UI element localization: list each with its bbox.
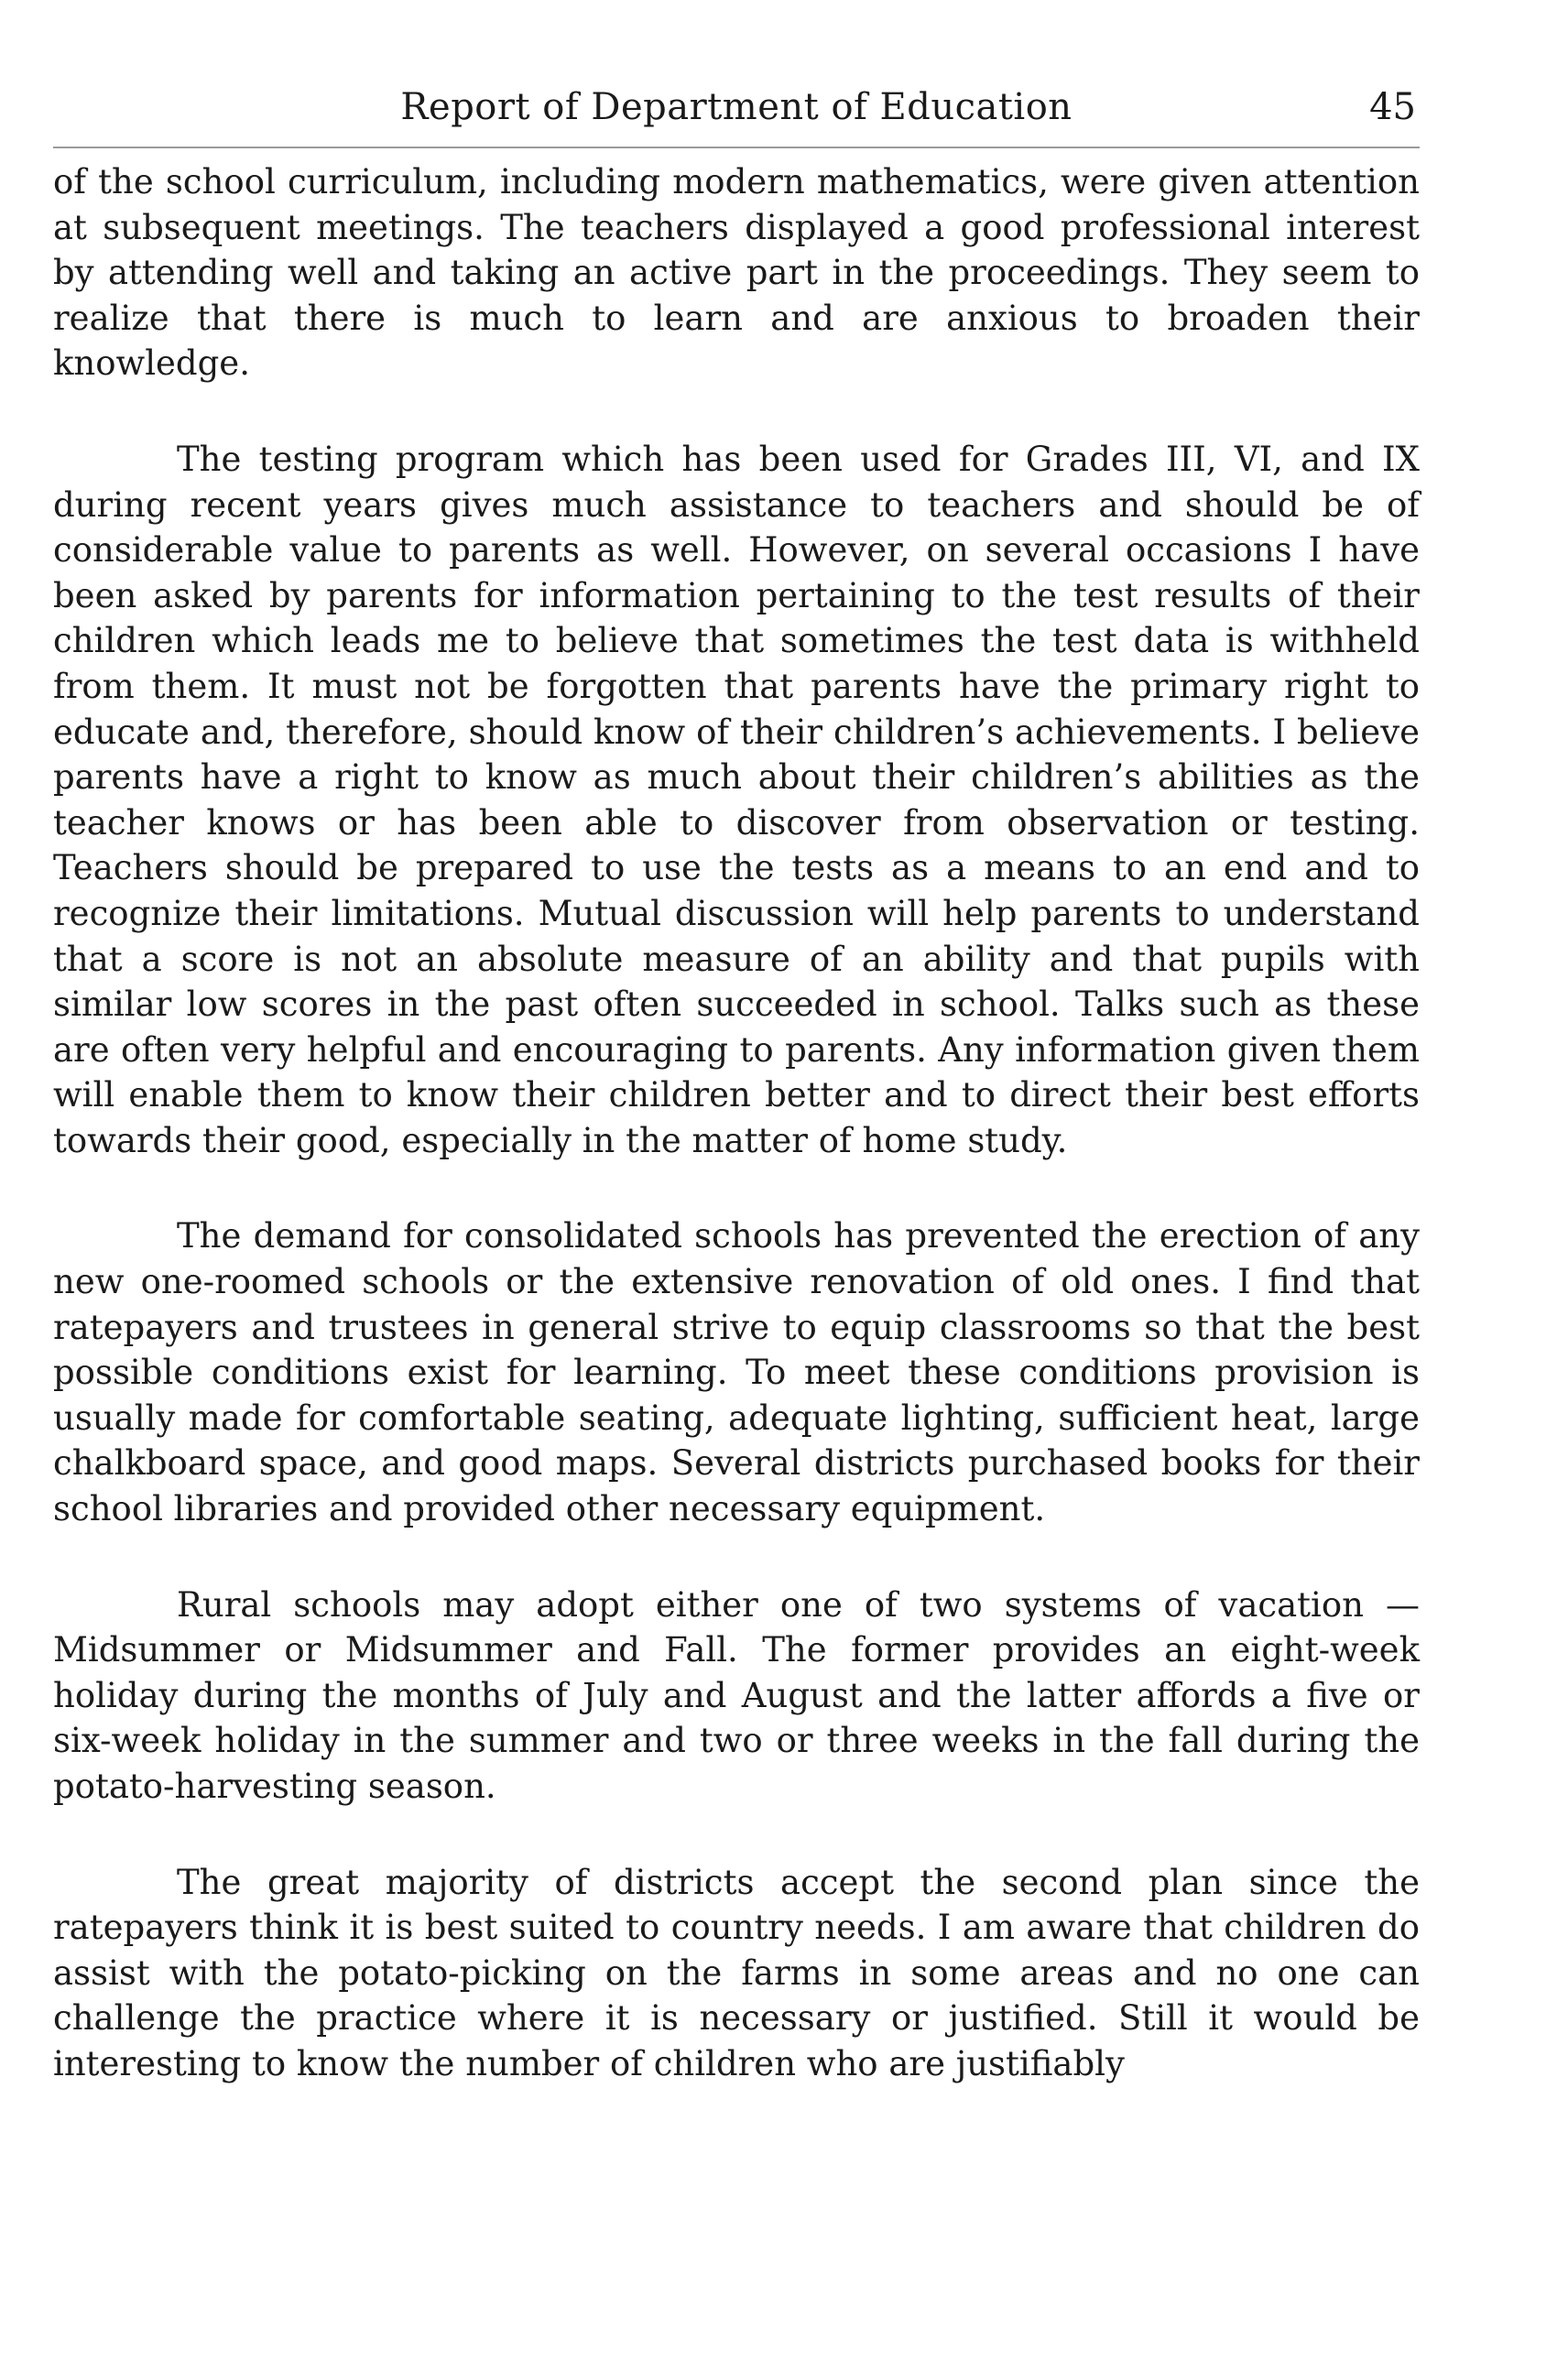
running-title: Report of Department of Education (400, 86, 1073, 128)
paragraph-4: Rural schools may adopt either one of two systems of vacation — Midsummer or Midsummer and Fall. The former provides an eight-week holiday during the months of July and August and the latter affords a five or six-week holiday in the summer and two or three weeks in the fall during the potato-harvesting season. (53, 1584, 1420, 1806)
paragraph-3: The demand for consolidated schools has prevented the erection of any new one-roomed schools or the extensive renovation of old ones. I find that ratepayers and trustees in general strive to equip classrooms so that the best possible conditions exist for learning. To meet these conditions provision is usually made for comfortable seating, adequate lighting, sufficient heat, large chalkboard space, and good maps. Several districts purchased books for their school libraries and provided other necessary equipment. (53, 1216, 1420, 1529)
body-text (53, 159, 1420, 2087)
page-header (53, 81, 1420, 148)
paragraph-5: The great majority of districts accept the second plan since the ratepayers think it is best suited to country needs. I am aware that children do assist with the potato-picking on the farms in some areas and no one can challenge the practice where it is necessary or justified. Still it would be interesting to know the number of children who are justifiably (53, 1862, 1420, 2083)
paragraph-1: of the school curriculum, including modern mathematics, were given attention at subsequent meetings. The teachers displayed a good professional interest by attending well and taking an active part in the proceedings. They seem to realize that there is much to learn and are anxious to broaden their knowledge. (53, 162, 1420, 384)
document-page (53, 81, 1420, 2087)
page-number: 45 (1369, 86, 1416, 128)
paragraph-2: The testing program which has been used for Grades III, VI, and IX during recent years gives much assistance to teachers and should be of considerable value to parents as well. However, on several occasions I have been asked by parents for information pertaining to the test results of their children which leads me to believe that sometimes the test data is withheld from them. It must not be forgotten that parents have the primary right to educate and, therefore, should know of their children’s achievements. I believe parents have a right to know as much about their children’s abilities as the teacher knows or has been able to discover from observation or testing. Teachers should be prepared to use the tests as a means to an end and to recognize their limitations. Mutual discussion will help parents to understand that a score is not an absolute measure of an ability and that pupils with similar low scores in the past often succeeded in school. Talks such as these are often very helpful and encouraging to parents. Any information given them will enable them to know their children better and to direct their best efforts towards their good, especially in the matter of home study. (53, 439, 1420, 1160)
